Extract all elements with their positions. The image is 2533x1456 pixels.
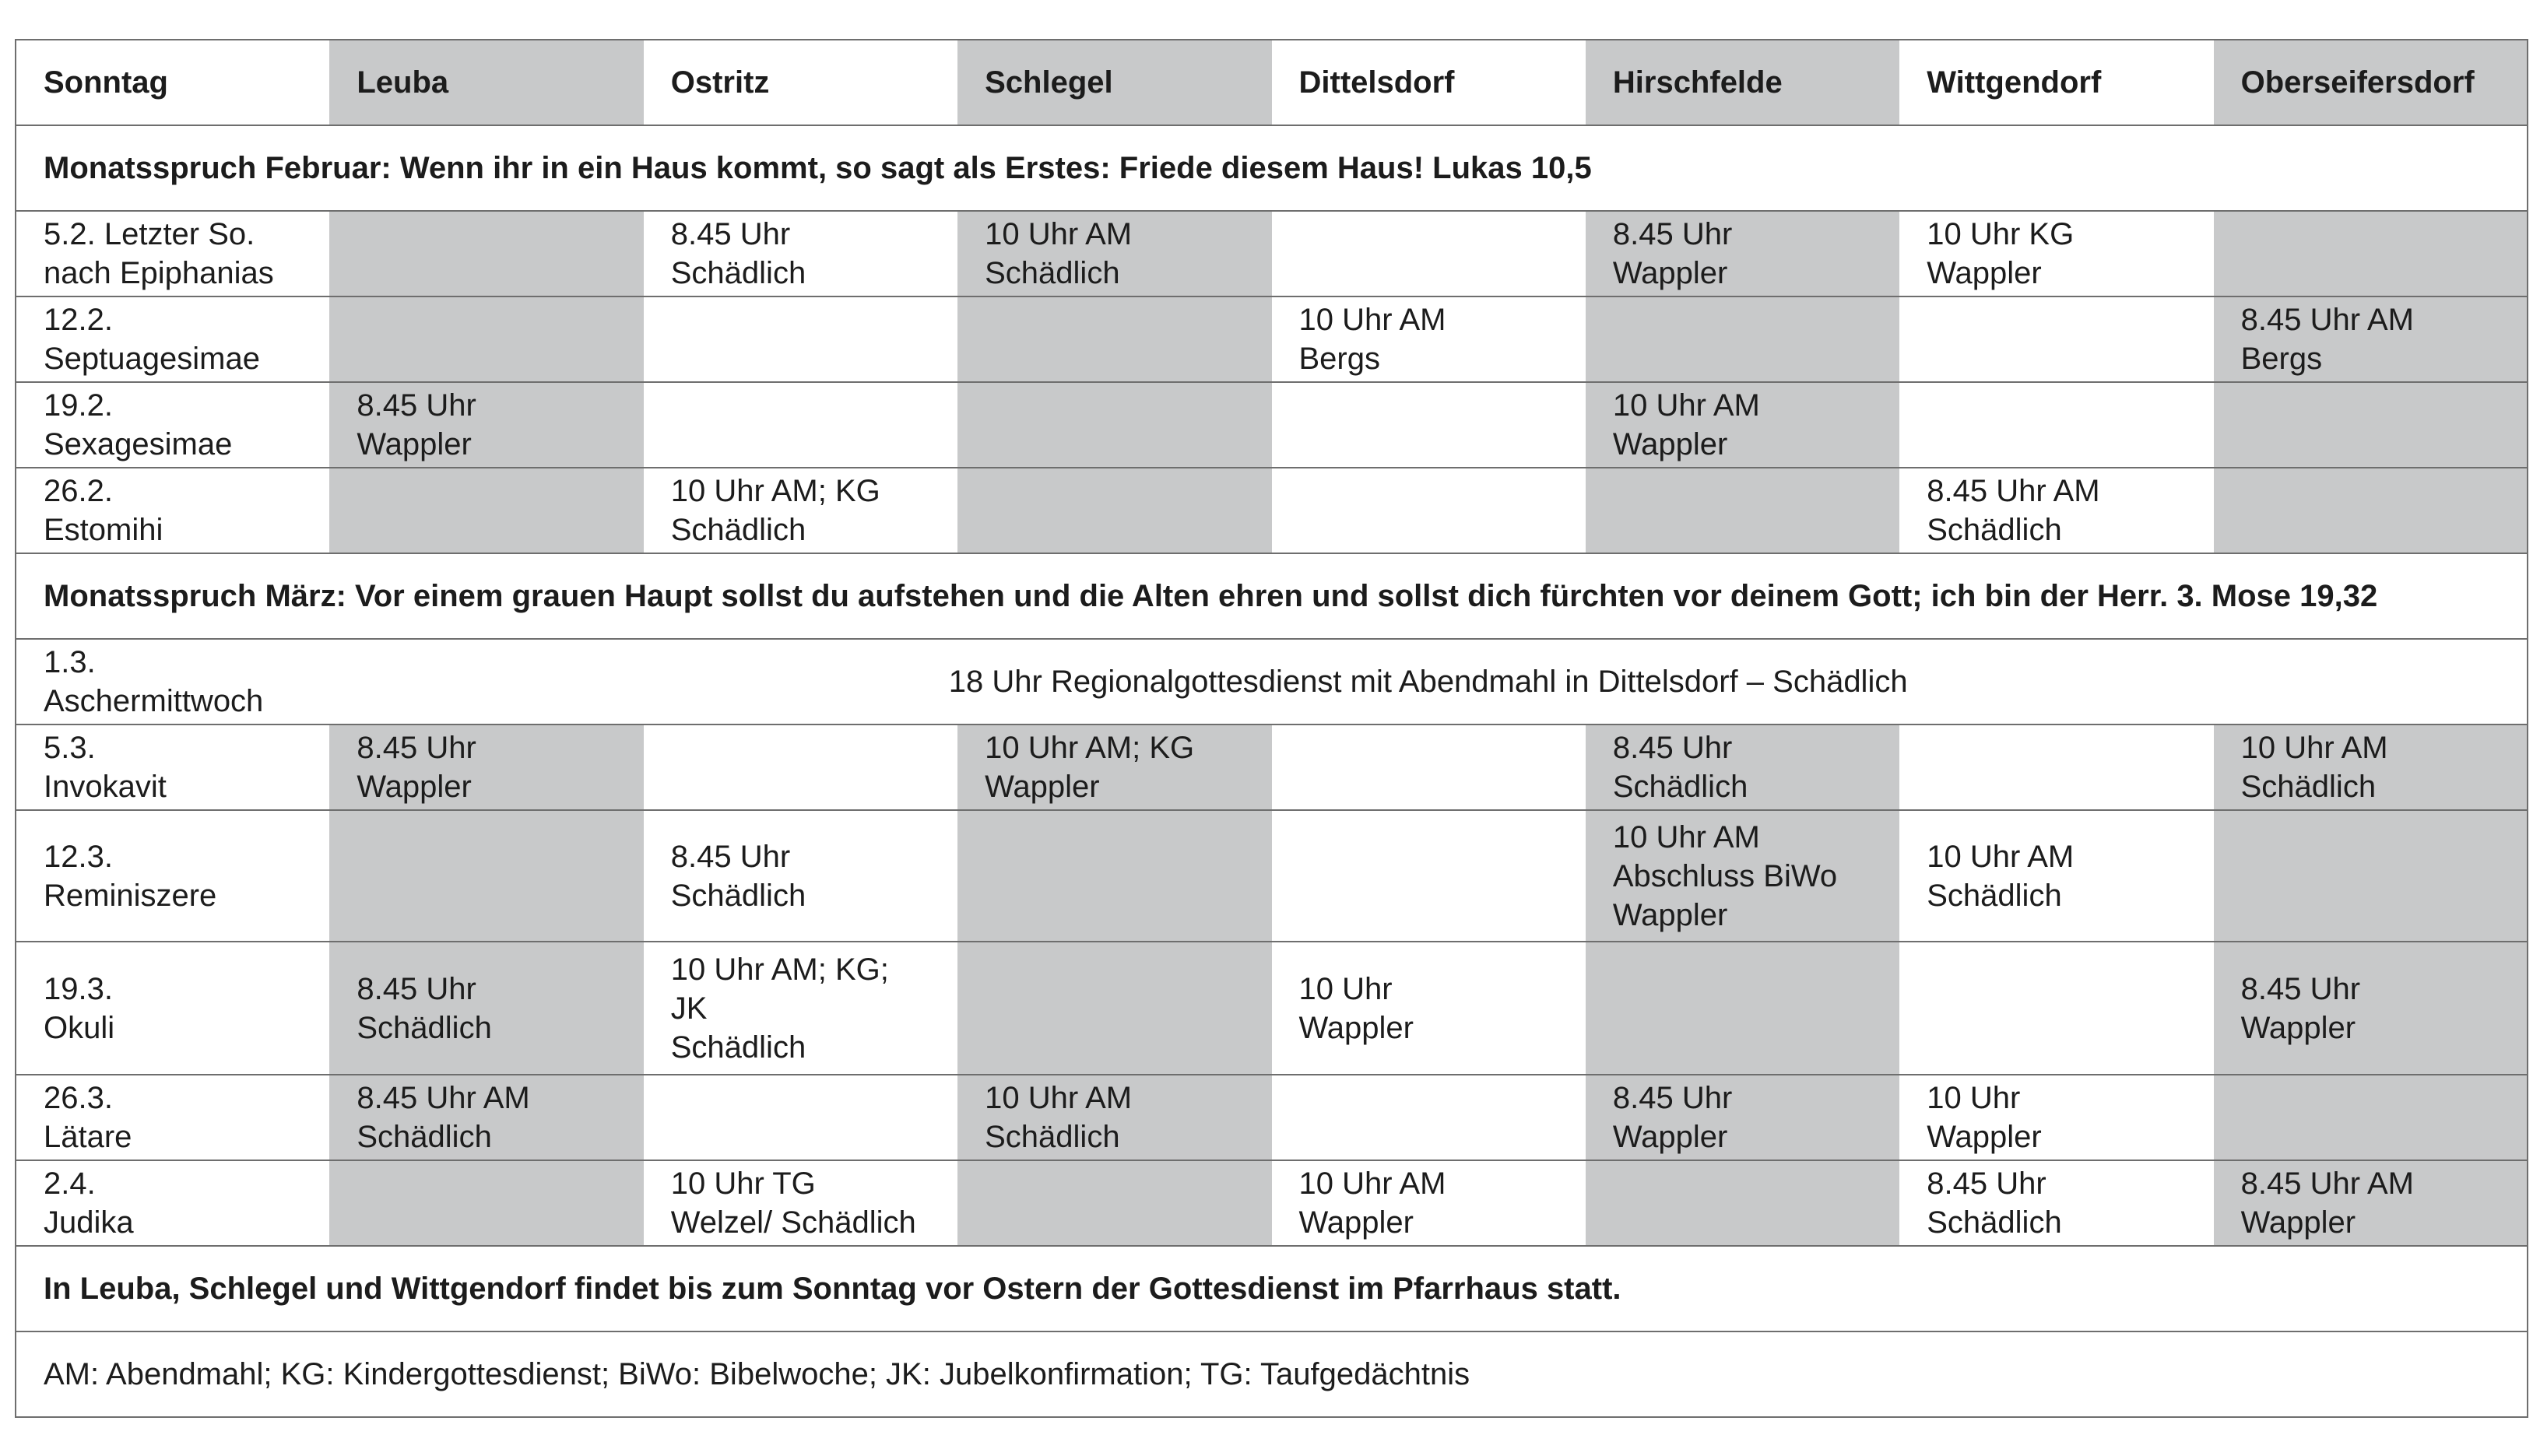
monthly-verse-row-march	[16, 553, 2528, 639]
service-ostritz: 10 Uhr TG Welzel/ Schädlich	[644, 1160, 957, 1246]
service-leuba: 8.45 Uhr Wappler	[329, 382, 643, 468]
service-hirschfelde	[1586, 942, 1899, 1075]
column-header-sonntag: Sonntag	[16, 40, 329, 125]
service-schlegel	[957, 296, 1271, 382]
service-oberseifersdorf	[2214, 382, 2528, 468]
sunday-label: 19.2. Sexagesimae	[16, 382, 329, 468]
notice-text: In Leuba, Schlegel und Wittgendorf findet bis zum Sonntag vor Ostern der Gottesdienst im Pfarrhaus statt.	[16, 1246, 2528, 1331]
service-row	[16, 1075, 2528, 1160]
service-leuba: 8.45 Uhr AM Schädlich	[329, 1075, 643, 1160]
sunday-label: 1.3. Aschermittwoch	[16, 639, 329, 724]
service-oberseifersdorf: 8.45 Uhr AM Bergs	[2214, 296, 2528, 382]
service-dittelsdorf	[1272, 211, 1586, 296]
monthly-verse-march: Monatsspruch März: Vor einem grauen Haupt sollst du aufstehen und die Alten ehren und sollst dich fürchten vor deinem Gott; ich bin der Herr. 3. Mose 19,32	[16, 553, 2528, 639]
service-leuba	[329, 211, 643, 296]
service-wittgendorf	[1899, 382, 2213, 468]
service-leuba	[329, 1160, 643, 1246]
service-schlegel	[957, 382, 1271, 468]
service-row	[16, 382, 2528, 468]
service-hirschfelde: 8.45 Uhr Wappler	[1586, 211, 1899, 296]
column-header-ostritz: Ostritz	[644, 40, 957, 125]
service-wittgendorf: 10 Uhr KG Wappler	[1899, 211, 2213, 296]
service-dittelsdorf: 10 Uhr Wappler	[1272, 942, 1586, 1075]
service-row	[16, 810, 2528, 942]
service-hirschfelde	[1586, 468, 1899, 553]
sunday-label: 12.2. Septuagesimae	[16, 296, 329, 382]
service-wittgendorf	[1899, 942, 2213, 1075]
notice-row	[16, 1246, 2528, 1331]
service-dittelsdorf	[1272, 1075, 1586, 1160]
service-oberseifersdorf	[2214, 810, 2528, 942]
service-leuba: 8.45 Uhr Wappler	[329, 724, 643, 810]
service-ostritz: 10 Uhr AM; KG Schädlich	[644, 468, 957, 553]
service-hirschfelde: 10 Uhr AM Abschluss BiWo Wappler	[1586, 810, 1899, 942]
service-row-regional	[16, 639, 2528, 724]
service-schlegel: 10 Uhr AM; KG Wappler	[957, 724, 1271, 810]
service-row	[16, 296, 2528, 382]
column-header-schlegel: Schlegel	[957, 40, 1271, 125]
service-ostritz	[644, 1075, 957, 1160]
sunday-label: 5.3. Invokavit	[16, 724, 329, 810]
monthly-verse-february: Monatsspruch Februar: Wenn ihr in ein Haus kommt, so sagt als Erstes: Friede diesem Haus! Lukas 10,5	[16, 125, 2528, 211]
column-header-oberseifersdorf: Oberseifersdorf	[2214, 40, 2528, 125]
service-row	[16, 211, 2528, 296]
service-oberseifersdorf: 8.45 Uhr Wappler	[2214, 942, 2528, 1075]
service-schlegel	[957, 1160, 1271, 1246]
service-ostritz	[644, 382, 957, 468]
service-schlegel	[957, 810, 1271, 942]
sunday-label: 26.3. Lätare	[16, 1075, 329, 1160]
service-ostritz	[644, 724, 957, 810]
service-dittelsdorf	[1272, 724, 1586, 810]
service-ostritz: 10 Uhr AM; KG; JK Schädlich	[644, 942, 957, 1075]
service-dittelsdorf: 10 Uhr AM Bergs	[1272, 296, 1586, 382]
service-ostritz	[644, 296, 957, 382]
service-wittgendorf	[1899, 296, 2213, 382]
service-leuba	[329, 296, 643, 382]
header-row	[16, 40, 2528, 125]
service-oberseifersdorf: 10 Uhr AM Schädlich	[2214, 724, 2528, 810]
service-leuba	[329, 810, 643, 942]
service-schlegel: 10 Uhr AM Schädlich	[957, 1075, 1271, 1160]
sunday-label: 12.3. Reminiszere	[16, 810, 329, 942]
service-wittgendorf: 10 Uhr AM Schädlich	[1899, 810, 2213, 942]
service-ostritz: 8.45 Uhr Schädlich	[644, 810, 957, 942]
column-header-dittelsdorf: Dittelsdorf	[1272, 40, 1586, 125]
service-wittgendorf: 8.45 Uhr Schädlich	[1899, 1160, 2213, 1246]
service-leuba: 8.45 Uhr Schädlich	[329, 942, 643, 1075]
legend-row	[16, 1331, 2528, 1417]
service-wittgendorf	[1899, 724, 2213, 810]
sunday-label: 26.2. Estomihi	[16, 468, 329, 553]
service-schlegel: 10 Uhr AM Schädlich	[957, 211, 1271, 296]
service-hirschfelde: 8.45 Uhr Wappler	[1586, 1075, 1899, 1160]
service-row	[16, 1160, 2528, 1246]
column-header-wittgendorf: Wittgendorf	[1899, 40, 2213, 125]
service-oberseifersdorf	[2214, 468, 2528, 553]
service-dittelsdorf	[1272, 810, 1586, 942]
service-row	[16, 468, 2528, 553]
service-oberseifersdorf	[2214, 1075, 2528, 1160]
column-header-leuba: Leuba	[329, 40, 643, 125]
service-wittgendorf: 10 Uhr Wappler	[1899, 1075, 2213, 1160]
service-dittelsdorf	[1272, 382, 1586, 468]
service-row	[16, 724, 2528, 810]
service-hirschfelde	[1586, 1160, 1899, 1246]
abbreviation-legend: AM: Abendmahl; KG: Kindergottesdienst; BiWo: Bibelwoche; JK: Jubelkonfirmation; TG: Taufgedächtnis	[16, 1331, 2528, 1417]
regional-service-note: 18 Uhr Regionalgottesdienst mit Abendmahl in Dittelsdorf – Schädlich	[329, 639, 2528, 724]
service-hirschfelde	[1586, 296, 1899, 382]
sunday-label: 5.2. Letzter So. nach Epiphanias	[16, 211, 329, 296]
service-schedule-table	[15, 39, 2528, 1418]
column-header-hirschfelde: Hirschfelde	[1586, 40, 1899, 125]
service-leuba	[329, 468, 643, 553]
sunday-label: 2.4. Judika	[16, 1160, 329, 1246]
service-row	[16, 942, 2528, 1075]
service-schlegel	[957, 942, 1271, 1075]
sunday-label: 19.3. Okuli	[16, 942, 329, 1075]
service-oberseifersdorf	[2214, 211, 2528, 296]
service-hirschfelde: 10 Uhr AM Wappler	[1586, 382, 1899, 468]
service-wittgendorf: 8.45 Uhr AM Schädlich	[1899, 468, 2213, 553]
monthly-verse-row-february	[16, 125, 2528, 211]
service-hirschfelde: 8.45 Uhr Schädlich	[1586, 724, 1899, 810]
service-dittelsdorf	[1272, 468, 1586, 553]
service-ostritz: 8.45 Uhr Schädlich	[644, 211, 957, 296]
service-schlegel	[957, 468, 1271, 553]
service-dittelsdorf: 10 Uhr AM Wappler	[1272, 1160, 1586, 1246]
service-oberseifersdorf: 8.45 Uhr AM Wappler	[2214, 1160, 2528, 1246]
